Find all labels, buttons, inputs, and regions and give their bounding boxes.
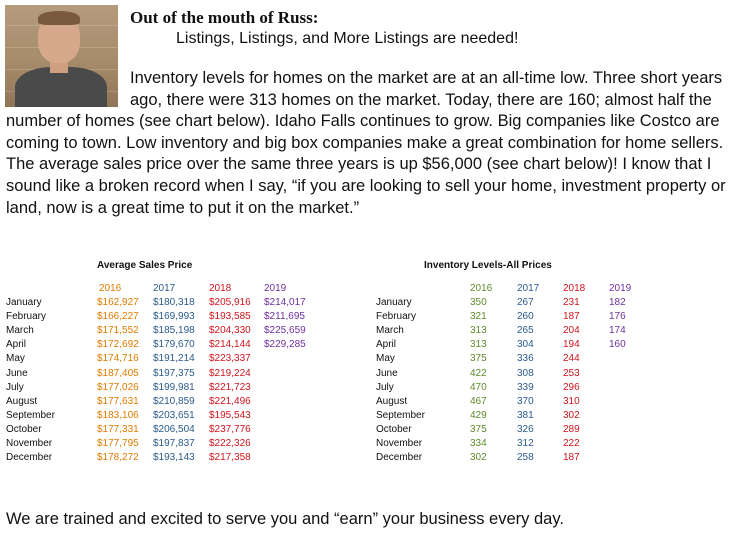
row-label: July xyxy=(376,381,394,393)
table-cell: 258 xyxy=(517,452,534,464)
table-cell: $193,585 xyxy=(209,311,251,323)
row-label: January xyxy=(376,297,412,308)
row-label: June xyxy=(6,367,28,379)
table-cell: $225,659 xyxy=(264,325,306,337)
table-cell: 313 xyxy=(470,325,487,337)
table-cell: 231 xyxy=(563,297,580,308)
table-cell: $197,375 xyxy=(153,367,195,379)
table-cell: 222 xyxy=(563,438,580,449)
table-title: Inventory Levels-All Prices xyxy=(424,260,552,271)
table-cell: 182 xyxy=(609,297,626,308)
table-cell: 176 xyxy=(609,311,626,323)
row-label: September xyxy=(6,409,55,421)
row-label: April xyxy=(376,339,397,351)
column-header: 2016 xyxy=(470,283,493,294)
table-cell: $206,504 xyxy=(153,423,195,435)
table-cell: $214,144 xyxy=(209,339,251,351)
table-cell: 260 xyxy=(517,311,534,323)
table-cell: 204 xyxy=(563,325,580,337)
column-header: 2019 xyxy=(264,283,287,294)
row-label: March xyxy=(376,325,404,337)
table-cell: 350 xyxy=(470,297,487,308)
table-cell: $205,916 xyxy=(209,297,251,308)
table-cell: 174 xyxy=(609,325,626,337)
row-label: June xyxy=(376,367,398,379)
table-cell: $177,026 xyxy=(97,381,139,393)
table-cell: $178,272 xyxy=(97,452,139,464)
row-label: May xyxy=(376,353,395,365)
row-label: August xyxy=(376,395,408,407)
table-cell: 375 xyxy=(470,353,487,365)
table-cell: $203,651 xyxy=(153,409,195,421)
table-cell: 289 xyxy=(563,423,580,435)
row-label: February xyxy=(6,311,47,323)
table-cell: 470 xyxy=(470,381,487,393)
table-cell: 308 xyxy=(517,367,534,379)
table-cell: $169,993 xyxy=(153,311,195,323)
table-cell: $177,331 xyxy=(97,423,139,435)
table-cell: $177,795 xyxy=(97,438,139,449)
row-label: July xyxy=(6,381,24,393)
table-cell: 370 xyxy=(517,395,534,407)
table-cell: $222,326 xyxy=(209,438,251,449)
table-cell: 310 xyxy=(563,395,580,407)
row-label: April xyxy=(6,339,27,351)
table-cell: $210,859 xyxy=(153,395,195,407)
table-cell: 339 xyxy=(517,381,534,393)
table-cell: $166,227 xyxy=(97,311,139,323)
table-cell: $162,927 xyxy=(97,297,139,308)
table-cell: $172,692 xyxy=(97,339,139,351)
table-cell: 244 xyxy=(563,353,580,365)
table-cell: $187,405 xyxy=(97,367,139,379)
table-cell: $174,716 xyxy=(97,353,139,365)
column-header: 2016 xyxy=(99,283,122,294)
table-cell: 304 xyxy=(517,339,534,351)
row-label: October xyxy=(6,423,42,435)
row-label: December xyxy=(6,452,53,464)
row-label: May xyxy=(6,353,25,365)
table-cell: $179,670 xyxy=(153,339,195,351)
table-cell: 296 xyxy=(563,381,580,393)
table-cell: 336 xyxy=(517,353,534,365)
table-cell: 253 xyxy=(563,367,580,379)
row-label: December xyxy=(376,452,423,464)
column-header: 2019 xyxy=(609,283,632,294)
column-header: 2017 xyxy=(153,283,176,294)
table-cell: 187 xyxy=(563,452,580,464)
table-cell: 267 xyxy=(517,297,534,308)
table-cell: $197,837 xyxy=(153,438,195,449)
table-cell: $211,695 xyxy=(264,311,305,323)
table-cell: $204,330 xyxy=(209,325,251,337)
column-header: 2017 xyxy=(517,283,540,294)
article-footer: We are trained and excited to serve you and “earn” your business every day. xyxy=(6,510,564,528)
table-cell: 381 xyxy=(517,409,534,421)
row-label: March xyxy=(6,325,34,337)
table-cell: $237,776 xyxy=(209,423,251,435)
table-cell: $193,143 xyxy=(153,452,195,464)
table-cell: 302 xyxy=(470,452,487,464)
row-label: November xyxy=(6,438,53,449)
table-cell: $185,198 xyxy=(153,325,195,337)
table-cell: $229,285 xyxy=(264,339,306,351)
article-subtitle: Listings, Listings, and More Listings are needed! xyxy=(176,30,519,47)
table-cell: 334 xyxy=(470,438,487,449)
table-cell: 326 xyxy=(517,423,534,435)
table-cell: 313 xyxy=(470,339,487,351)
article-body xyxy=(6,68,732,219)
column-header: 2018 xyxy=(563,283,586,294)
row-label: November xyxy=(376,438,423,449)
table-cell: 422 xyxy=(470,367,487,379)
table-cell: 302 xyxy=(563,409,580,421)
table-cell: $214,017 xyxy=(264,297,306,308)
table-cell: $199,981 xyxy=(153,381,195,393)
table-cell: 194 xyxy=(563,339,580,351)
row-label: January xyxy=(6,297,42,308)
table-cell: $191,214 xyxy=(153,353,195,365)
table-cell: $223,337 xyxy=(209,353,251,365)
table-title: Average Sales Price xyxy=(97,260,193,271)
table-cell: 321 xyxy=(470,311,487,323)
article-body-text: Inventory levels for homes on the market are at an all-time low. Three short years ago, there were 313 homes on the market. Today, there are 160; almost half the number of homes (see chart below). Idaho Falls continues to grow. Big companies like Costco are coming to town. Low inventory and big box companies make a great combination for home sellers. The average sales price over the same three years is up $56,000 (see chart below)! I know that I sound like a broken record when I say, “if you are looking to sell your home, investment property or land, now is a great time to put it on the market.” xyxy=(6,69,726,217)
row-label: August xyxy=(6,395,38,407)
row-label: February xyxy=(376,311,417,323)
table-cell: $183,106 xyxy=(97,409,139,421)
table-cell: 160 xyxy=(609,339,626,351)
article-title: Out of the mouth of Russ: xyxy=(130,8,319,27)
table-cell: $219,224 xyxy=(209,367,251,379)
table-cell: $177,631 xyxy=(97,395,139,407)
table-cell: $195,543 xyxy=(209,409,251,421)
table-cell: $221,723 xyxy=(209,381,251,393)
table-cell: 265 xyxy=(517,325,534,337)
table-cell: $217,358 xyxy=(209,452,251,464)
column-header: 2018 xyxy=(209,283,232,294)
table-cell: 467 xyxy=(470,395,487,407)
row-label: October xyxy=(376,423,412,435)
table-cell: 375 xyxy=(470,423,487,435)
table-cell: $171,552 xyxy=(97,325,139,337)
table-cell: 429 xyxy=(470,409,487,421)
table-cell: 187 xyxy=(563,311,580,323)
table-cell: $221,496 xyxy=(209,395,251,407)
table-cell: 312 xyxy=(517,438,534,449)
row-label: September xyxy=(376,409,425,421)
table-cell: $180,318 xyxy=(153,297,195,308)
